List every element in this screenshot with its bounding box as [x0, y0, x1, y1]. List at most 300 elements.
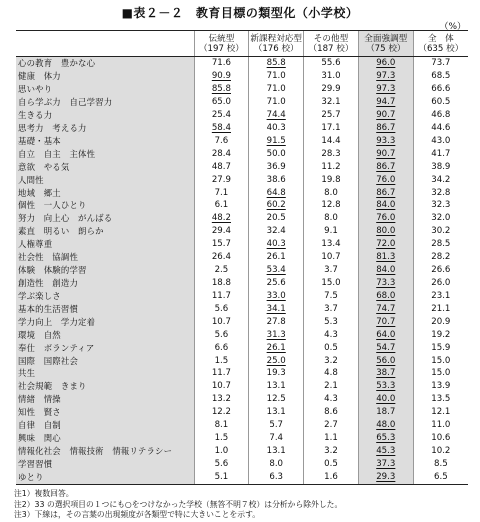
value-cell: [249, 109, 304, 122]
value-cell: [304, 251, 359, 264]
header-row: [16, 31, 468, 57]
cell-value: 13.1: [266, 445, 286, 456]
cell-value: 86.7: [376, 161, 396, 172]
value-cell: [194, 341, 249, 354]
value-cell: [358, 173, 413, 186]
cell-value: 26.0: [431, 278, 451, 288]
value-cell: [358, 161, 413, 174]
value-cell: [194, 432, 249, 445]
value-cell: [304, 199, 359, 212]
cell-value: 48.2: [211, 213, 231, 224]
row-label: 自ら学ぶ力 自己学習力: [16, 96, 194, 109]
table-row: [16, 264, 468, 277]
table-row: [16, 367, 468, 380]
value-cell: [413, 251, 468, 264]
value-cell: [358, 380, 413, 393]
cell-value: 74.4: [266, 110, 286, 121]
cell-value: 6.3: [269, 472, 284, 483]
value-cell: [358, 458, 413, 471]
value-cell: [194, 354, 249, 367]
cell-value: 7.5: [324, 290, 338, 301]
cell-value: 56.0: [376, 355, 396, 366]
value-cell: [413, 148, 468, 161]
cell-value: 13.4: [321, 239, 341, 250]
column-name: 全面強調型: [364, 33, 408, 44]
cell-value: 20.9: [431, 316, 451, 327]
cell-value: 90.7: [376, 148, 396, 159]
page-title: ■表２－２ 教育目標の類型化（小学校）: [121, 6, 359, 20]
table-row: [16, 445, 468, 458]
value-cell: [194, 290, 249, 303]
row-label: 基本的生活習慣: [16, 303, 194, 316]
column-header-total: [413, 31, 468, 57]
cell-value: 48.0: [376, 420, 396, 431]
value-cell: [194, 238, 249, 251]
value-cell: [413, 199, 468, 212]
value-cell: [358, 393, 413, 406]
cell-value: 13.5: [431, 394, 451, 405]
cell-value: 2.7: [324, 420, 338, 431]
table-row: [16, 109, 468, 122]
value-cell: [413, 380, 468, 393]
cell-value: 19.2: [431, 329, 451, 340]
value-cell: [358, 212, 413, 225]
column-count: （75 校）: [366, 43, 406, 54]
row-label: 思いやり: [16, 83, 194, 96]
cell-value: 90.9: [211, 71, 231, 82]
row-label: 基礎・基本: [16, 135, 194, 148]
value-cell: [249, 303, 304, 316]
cell-value: 38.6: [266, 174, 286, 185]
value-cell: [358, 238, 413, 251]
cell-value: 26.4: [211, 252, 231, 263]
value-cell: [249, 445, 304, 458]
value-cell: [249, 264, 304, 277]
value-cell: [194, 471, 249, 485]
cell-value: 2.1: [324, 381, 338, 392]
cell-value: 21.1: [431, 303, 451, 314]
row-label: 個性 一人ひとり: [16, 199, 194, 212]
cell-value: 32.8: [431, 187, 451, 198]
cell-value: 32.1: [321, 97, 341, 108]
value-cell: [249, 393, 304, 406]
row-label: 体験 体験的学習: [16, 264, 194, 277]
value-cell: [194, 328, 249, 341]
value-cell: [413, 57, 468, 71]
cell-value: 6.5: [434, 472, 448, 483]
cell-value: 19.3: [266, 368, 286, 379]
value-cell: [413, 96, 468, 109]
cell-value: 9.1: [324, 226, 338, 237]
value-cell: [194, 70, 249, 83]
value-cell: [249, 458, 304, 471]
table-row: [16, 328, 468, 341]
value-cell: [413, 406, 468, 419]
value-cell: [413, 316, 468, 329]
cell-value: 10.6: [431, 433, 451, 444]
value-cell: [304, 70, 359, 83]
row-label: 地域 郷土: [16, 186, 194, 199]
table-row: [16, 238, 468, 251]
value-cell: [249, 328, 304, 341]
value-cell: [249, 122, 304, 135]
value-cell: [194, 161, 249, 174]
value-cell: [358, 471, 413, 485]
value-cell: [358, 225, 413, 238]
row-label: 努力 向上心 がんばる: [16, 212, 194, 225]
value-cell: [358, 148, 413, 161]
row-label: 共生: [16, 367, 194, 380]
cell-value: 46.8: [431, 110, 451, 121]
cell-value: 25.0: [266, 355, 286, 366]
value-cell: [194, 57, 249, 71]
value-cell: [304, 109, 359, 122]
row-label: 知性 賢さ: [16, 406, 194, 419]
value-cell: [249, 225, 304, 238]
cell-value: 25.4: [211, 110, 231, 121]
cell-value: 58.4: [211, 122, 231, 133]
column-header-new-curriculum: [249, 31, 304, 57]
row-label: 素直 明るい 朗らか: [16, 225, 194, 238]
value-cell: [249, 316, 304, 329]
cell-value: 28.3: [321, 148, 341, 159]
column-header-full-emphasis: [358, 31, 413, 57]
value-cell: [249, 70, 304, 83]
cell-value: 36.9: [266, 161, 286, 172]
cell-value: 8.0: [324, 187, 338, 198]
cell-value: 7.4: [269, 433, 284, 444]
column-count: （176 校）: [253, 43, 299, 54]
table-row: [16, 148, 468, 161]
value-cell: [249, 367, 304, 380]
cell-value: 43.0: [431, 135, 451, 146]
value-cell: [194, 135, 249, 148]
value-cell: [249, 148, 304, 161]
cell-value: 27.8: [266, 316, 286, 327]
cell-value: 91.5: [266, 135, 286, 146]
row-label: 情緒 情操: [16, 393, 194, 406]
value-cell: [413, 70, 468, 83]
value-cell: [304, 264, 359, 277]
value-cell: [413, 135, 468, 148]
value-cell: [249, 471, 304, 485]
value-cell: [249, 186, 304, 199]
value-cell: [413, 83, 468, 96]
row-label: 健康 体力: [16, 70, 194, 83]
value-cell: [413, 212, 468, 225]
cell-value: 1.6: [324, 472, 338, 483]
cell-value: 97.3: [376, 84, 396, 95]
value-cell: [304, 225, 359, 238]
value-cell: [304, 419, 359, 432]
cell-value: 45.3: [376, 445, 396, 456]
cell-value: 18.8: [211, 278, 231, 288]
value-cell: [304, 186, 359, 199]
value-cell: [249, 57, 304, 71]
cell-value: 12.5: [266, 394, 286, 405]
row-label: 生きる力: [16, 109, 194, 122]
value-cell: [413, 328, 468, 341]
cell-value: 66.6: [431, 84, 451, 95]
column-header-traditional: [194, 31, 249, 57]
cell-value: 84.0: [376, 200, 396, 211]
value-cell: [194, 419, 249, 432]
value-cell: [194, 199, 249, 212]
value-cell: [249, 341, 304, 354]
value-cell: [358, 57, 413, 71]
value-cell: [249, 406, 304, 419]
value-cell: [249, 212, 304, 225]
value-cell: [249, 251, 304, 264]
cell-value: 15.0: [431, 355, 451, 366]
cell-value: 41.7: [431, 148, 451, 159]
notes: [14, 489, 342, 521]
row-label: 社会性 協調性: [16, 251, 194, 264]
cell-value: 1.0: [214, 445, 229, 456]
typology-table: [16, 30, 468, 485]
row-label: 自律 自制: [16, 419, 194, 432]
value-cell: [358, 432, 413, 445]
cell-value: 30.2: [431, 226, 451, 237]
cell-value: 8.0: [269, 458, 284, 469]
value-cell: [413, 367, 468, 380]
cell-value: 15.0: [321, 278, 341, 288]
table-row: [16, 316, 468, 329]
value-cell: [304, 341, 359, 354]
value-cell: [194, 212, 249, 225]
value-cell: [304, 316, 359, 329]
value-cell: [358, 303, 413, 316]
value-cell: [358, 354, 413, 367]
cell-value: 5.6: [214, 458, 229, 469]
row-label: 学力向上 学力定着: [16, 316, 194, 329]
table-row: [16, 419, 468, 432]
cell-value: 12.8: [321, 200, 341, 211]
cell-value: 25.6: [266, 278, 286, 288]
cell-value: 8.1: [214, 420, 229, 431]
value-cell: [413, 277, 468, 290]
cell-value: 74.7: [376, 303, 396, 314]
row-label: 社会規範 きまり: [16, 380, 194, 393]
cell-value: 97.3: [376, 71, 396, 82]
value-cell: [358, 122, 413, 135]
cell-value: 13.1: [266, 381, 286, 392]
value-cell: [413, 354, 468, 367]
cell-value: 90.7: [376, 110, 396, 121]
cell-value: 96.0: [376, 58, 396, 69]
cell-value: 29.3: [376, 472, 396, 483]
table-row: [16, 199, 468, 212]
value-cell: [413, 264, 468, 277]
column-name: その他型: [313, 33, 349, 44]
row-label: 奉仕 ボランティア: [16, 341, 194, 354]
cell-value: 29.9: [321, 84, 341, 95]
cell-value: 26.1: [266, 252, 286, 263]
value-cell: [358, 96, 413, 109]
row-label: 思考力 考える力: [16, 122, 194, 135]
cell-value: 11.0: [431, 420, 451, 431]
value-cell: [413, 173, 468, 186]
value-cell: [358, 264, 413, 277]
value-cell: [358, 251, 413, 264]
value-cell: [304, 238, 359, 251]
cell-value: 12.2: [211, 407, 231, 418]
cell-value: 72.0: [376, 239, 396, 250]
table-body: [16, 57, 468, 485]
cell-value: 19.8: [321, 174, 341, 185]
value-cell: [304, 96, 359, 109]
table-row: [16, 70, 468, 83]
table-row: [16, 96, 468, 109]
table-row: [16, 290, 468, 303]
cell-value: 25.7: [321, 110, 341, 121]
value-cell: [194, 393, 249, 406]
cell-value: 29.4: [211, 226, 231, 237]
value-cell: [304, 290, 359, 303]
note-2: 注2）33 の選択項目の１つにも○をつけなかった学校（無答不明７校）は分析から除外した。: [14, 499, 343, 509]
cell-value: 4.3: [324, 394, 338, 405]
table-row: [16, 173, 468, 186]
value-cell: [304, 328, 359, 341]
cell-value: 8.0: [324, 213, 338, 224]
cell-value: 71.0: [266, 71, 286, 82]
cell-value: 81.3: [376, 252, 396, 263]
cell-value: 73.3: [376, 278, 396, 288]
cell-value: 14.4: [321, 135, 341, 146]
value-cell: [358, 406, 413, 419]
cell-value: 65.0: [211, 97, 231, 108]
cell-value: 11.2: [321, 161, 341, 172]
cell-value: 10.7: [321, 252, 341, 263]
cell-value: 13.1: [266, 407, 286, 418]
value-cell: [249, 96, 304, 109]
value-cell: [249, 380, 304, 393]
value-cell: [413, 109, 468, 122]
table-row: [16, 251, 468, 264]
value-cell: [304, 212, 359, 225]
cell-value: 76.0: [376, 174, 396, 185]
cell-value: 64.0: [376, 329, 396, 340]
value-cell: [249, 277, 304, 290]
value-cell: [194, 264, 249, 277]
cell-value: 7.6: [214, 135, 229, 146]
cell-value: 12.1: [431, 407, 451, 418]
value-cell: [194, 445, 249, 458]
note-1: 注1）複数回答。: [14, 489, 74, 498]
value-cell: [358, 83, 413, 96]
row-label: 人権尊重: [16, 238, 194, 251]
cell-value: 11.7: [211, 368, 231, 379]
table-row: [16, 354, 468, 367]
cell-value: 93.3: [376, 135, 396, 146]
table-row: [16, 277, 468, 290]
cell-value: 68.5: [431, 71, 451, 82]
value-cell: [358, 419, 413, 432]
cell-value: 1.1: [324, 433, 338, 444]
cell-value: 80.0: [376, 226, 396, 237]
table-row: [16, 471, 468, 485]
cell-value: 8.5: [434, 458, 448, 469]
column-name: 伝統型: [208, 33, 235, 44]
value-cell: [413, 186, 468, 199]
column-name: 全 体: [427, 33, 454, 44]
table-row: [16, 135, 468, 148]
cell-value: 18.7: [376, 407, 396, 418]
cell-value: 6.6: [214, 342, 229, 353]
cell-value: 53.3: [376, 381, 396, 392]
cell-value: 3.7: [324, 303, 338, 314]
value-cell: [358, 290, 413, 303]
table-row: [16, 122, 468, 135]
cell-value: 5.3: [324, 316, 338, 327]
value-cell: [249, 83, 304, 96]
cell-value: 27.9: [211, 174, 231, 185]
value-cell: [358, 316, 413, 329]
value-cell: [304, 406, 359, 419]
value-cell: [413, 393, 468, 406]
table-row: [16, 432, 468, 445]
cell-value: 71.0: [266, 97, 286, 108]
cell-value: 31.3: [266, 329, 286, 340]
cell-value: 40.3: [266, 239, 286, 250]
value-cell: [413, 161, 468, 174]
cell-value: 85.8: [211, 84, 231, 95]
cell-value: 26.1: [266, 342, 286, 353]
cell-value: 38.9: [431, 161, 451, 172]
cell-value: 5.6: [214, 303, 229, 314]
value-cell: [358, 277, 413, 290]
cell-value: 68.0: [376, 290, 396, 301]
value-cell: [413, 122, 468, 135]
table-row: [16, 212, 468, 225]
value-cell: [249, 135, 304, 148]
value-cell: [194, 367, 249, 380]
row-label: 学ぶ楽しさ: [16, 290, 194, 303]
cell-value: 10.2: [431, 445, 451, 456]
value-cell: [304, 393, 359, 406]
value-cell: [304, 354, 359, 367]
table-row: [16, 303, 468, 316]
cell-value: 26.6: [431, 265, 451, 276]
value-cell: [304, 135, 359, 148]
cell-value: 10.7: [211, 316, 231, 327]
cell-value: 54.7: [376, 342, 396, 353]
cell-value: 84.0: [376, 265, 396, 276]
cell-value: 48.7: [211, 161, 231, 172]
value-cell: [194, 83, 249, 96]
value-cell: [194, 173, 249, 186]
cell-value: 44.6: [431, 122, 451, 133]
value-cell: [304, 148, 359, 161]
value-cell: [304, 432, 359, 445]
value-cell: [249, 238, 304, 251]
cell-value: 34.1: [266, 303, 286, 314]
cell-value: 28.4: [211, 148, 231, 159]
value-cell: [358, 186, 413, 199]
value-cell: [194, 251, 249, 264]
column-count: （197 校）: [198, 43, 244, 54]
cell-value: 5.6: [214, 329, 229, 340]
cell-value: 64.8: [266, 187, 286, 198]
row-label: 自立 自主 主体性: [16, 148, 194, 161]
value-cell: [358, 445, 413, 458]
value-cell: [358, 341, 413, 354]
note-3: 注3）下線は，その言葉の出現頻度が各類型で特に大きいことを示す。: [14, 510, 261, 519]
cell-value: 32.4: [266, 226, 286, 237]
cell-value: 94.7: [376, 97, 396, 108]
row-label: ゆとり: [16, 471, 194, 485]
cell-value: 32.3: [431, 200, 451, 211]
